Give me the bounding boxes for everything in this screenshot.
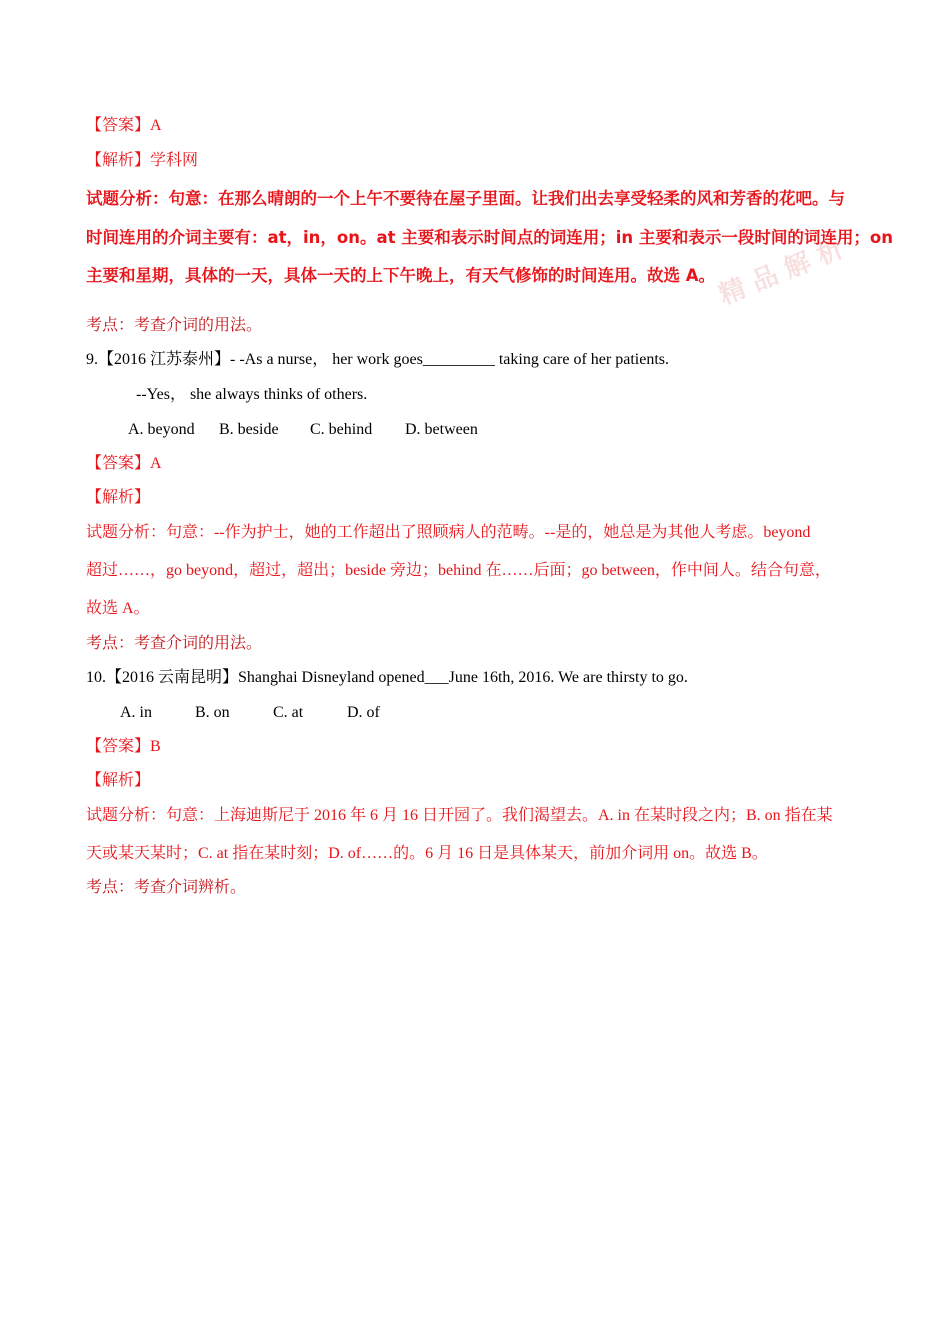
q8-analysis-line-2: 时间连用的介词主要有：at，in，on。at 主要和表示时间点的词连用；in 主要和表示一段时间的词连用；on: [86, 228, 894, 247]
q10-analysis-line-2: 天或某天某时；C. at 指在某时刻；D. of……的。6 月 16 日是具体某天，前加介词用 on。故选 B。: [86, 845, 768, 862]
q9-option-c: C. behind: [310, 421, 373, 438]
q8-analysis-line-1: 试题分析：句意：在那么晴朗的一个上午不要待在屋子里面。让我们出去享受轻柔的风和芳香的花吧。与: [86, 189, 845, 208]
q9-analysis-line-1: 试题分析：句意：--作为护士，她的工作超出了照顾病人的范畴。--是的，她总是为其他人考虑。beyond: [86, 524, 811, 541]
q8-answer: 【答案】A: [86, 117, 162, 134]
q9-stem: 9.【2016 江苏泰州】- -As a nurse， her work goes_________ taking care of her patients.: [86, 351, 669, 368]
q10-option-d: D. of: [347, 704, 380, 721]
q10-option-c: C. at: [273, 704, 304, 721]
q8-kaodian: 考点：考查介词的用法。: [86, 317, 263, 334]
q10-analysis-line-1: 试题分析：句意：上海迪斯尼于 2016 年 6 月 16 日开园了。我们渴望去。A. in 在某时段之内；B. on 指在某: [86, 807, 833, 824]
q9-option-a: A. beyond: [128, 421, 195, 438]
q10-option-a: A. in: [120, 704, 152, 721]
watermark: 精 品 解 析: [714, 233, 848, 311]
q8-analysis-line-3: 主要和星期，具体的一天，具体一天的上下午晚上，有天气修饰的时间连用。故选 A。: [86, 266, 716, 285]
q9-answer: 【答案】A: [86, 455, 162, 472]
q9-option-b: B. beside: [219, 421, 279, 438]
q10-kaodian: 考点：考查介词辨析。: [86, 879, 247, 896]
q10-analysis-label: 【解析】: [86, 772, 151, 789]
q9-analysis-label: 【解析】: [86, 489, 151, 506]
q9-reply: --Yes， she always thinks of others.: [136, 386, 368, 403]
q9-analysis-line-3: 故选 A。: [86, 600, 150, 617]
q9-option-d: D. between: [405, 421, 478, 438]
q10-stem: 10.【2016 云南昆明】Shanghai Disneyland opened___June 16th, 2016. We are thirsty to go.: [86, 669, 688, 686]
q10-option-b: B. on: [195, 704, 230, 721]
q10-answer: 【答案】B: [86, 738, 161, 755]
q9-analysis-line-2: 超过……，go beyond，超过，超出；beside 旁边；behind 在……后面；go between，作中间人。结合句意，: [86, 562, 831, 579]
q9-kaodian: 考点：考查介词的用法。: [86, 635, 263, 652]
q8-analysis-label: 【解析】学科网: [86, 152, 199, 169]
